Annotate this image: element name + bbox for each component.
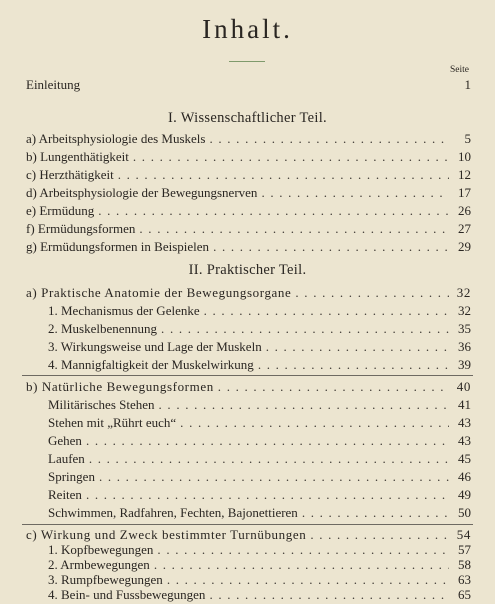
toc-entry-label: 3. Wirkungsweise und Lage der Muskeln (48, 339, 262, 354)
leader-dots (159, 396, 449, 414)
leader-dots (261, 184, 449, 202)
leader-dots (204, 302, 449, 320)
toc-entry (48, 468, 471, 486)
toc-entry-label: Einleitung (26, 77, 81, 92)
toc-entry (48, 338, 471, 356)
toc-entry-page: 46 (458, 469, 471, 484)
toc-entry-page: 40 (456, 379, 471, 394)
leader-dots (209, 586, 449, 604)
leader-dots (133, 148, 449, 166)
toc-entry (26, 166, 471, 184)
toc-entry-page: 63 (458, 572, 471, 587)
toc-entry (26, 148, 471, 166)
toc-entry-label: 1. Kopfbewegungen (48, 542, 154, 557)
toc-entry (26, 220, 471, 238)
toc-entry-label: d) Arbeitsphysiologie der Bewegungsnerven (26, 185, 258, 200)
toc-entry (48, 432, 471, 450)
leader-dots (295, 284, 449, 302)
leader-dots (213, 238, 449, 256)
leader-dots (258, 356, 449, 374)
part2-heading: II. Praktischer Teil. (188, 262, 307, 278)
toc-entry-label: Schwimmen, Radfahren, Fechten, Bajonettieren (48, 505, 298, 520)
leader-dots (139, 220, 449, 238)
toc-entry (48, 396, 471, 414)
toc-entry (26, 202, 471, 220)
toc-entry (48, 486, 471, 504)
toc-entry (48, 320, 471, 338)
page-column-label: Seite (450, 65, 469, 75)
toc-entry-label: 3. Rumpfbewegungen (48, 572, 163, 587)
section-divider (22, 524, 473, 525)
toc-entry-page: 36 (458, 339, 471, 354)
toc-entry-label: a) Praktische Anatomie der Bewegungsorgane (26, 285, 292, 300)
leader-dots (266, 338, 449, 356)
toc-entry-label: Stehen mit „Rührt euch“ (48, 415, 177, 430)
toc-entry-label: Springen (48, 469, 95, 484)
title-rule (229, 61, 265, 62)
toc-entry-label: Reiten (48, 487, 82, 502)
toc-entry-label: Militärisches Stehen (48, 397, 155, 412)
toc-entry-page: 50 (458, 505, 471, 520)
page-title: Inhalt. (202, 14, 293, 44)
toc-entry (48, 302, 471, 320)
part1-heading: I. Wissenschaftlicher Teil. (168, 110, 327, 126)
toc-entry-page: 27 (458, 221, 471, 236)
toc-entry-label: b) Lungenthätigkeit (26, 149, 129, 164)
toc-entry-label: c) Wirkung und Zweck bestimmter Turnübungen (26, 527, 307, 542)
toc-section-b (26, 378, 471, 396)
toc-entry-page: 45 (458, 451, 471, 466)
toc-entry-label: 2. Muskelbenennung (48, 321, 158, 336)
toc-entry-page: 57 (458, 542, 471, 557)
toc-entry-page: 49 (458, 487, 471, 502)
leader-dots (98, 202, 449, 220)
toc-entry-page: 39 (458, 357, 471, 372)
leader-dots (89, 450, 449, 468)
toc-entry-page: 43 (458, 415, 471, 430)
toc-entry-label: Gehen (48, 433, 82, 448)
toc-entry-label: e) Ermüdung (26, 203, 95, 218)
toc-entry-page: 41 (458, 397, 471, 412)
toc-entry (48, 450, 471, 468)
toc-entry-label: 1. Mechanismus der Gelenke (48, 303, 200, 318)
toc-entry-page: 58 (458, 557, 471, 572)
toc-entry-label: b) Natürliche Bewegungsformen (26, 379, 214, 394)
toc-entry-page: 12 (458, 167, 471, 182)
toc-entry-page: 1 (464, 77, 471, 92)
toc-entry (26, 130, 471, 148)
toc-entry-page: 26 (458, 203, 471, 218)
leader-dots (118, 166, 449, 184)
toc-entry-page: 29 (458, 239, 471, 254)
toc-entry-page: 5 (464, 131, 471, 146)
toc-entry-page: 65 (458, 587, 471, 602)
toc-entry (48, 356, 471, 374)
toc-entry (48, 586, 471, 604)
toc-entry-label: a) Arbeitsphysiologie des Muskels (26, 131, 206, 146)
leader-dots (161, 320, 449, 338)
section-divider (22, 375, 473, 376)
leader-dots (209, 130, 449, 148)
toc-entry-label: g) Ermüdungsformen in Beispielen (26, 239, 210, 254)
toc-entry-label: 4. Bein- und Fussbewegungen (48, 587, 206, 602)
toc-entry-label: c) Herzthätigkeit (26, 167, 114, 182)
toc-entry-page: 10 (458, 149, 471, 164)
toc-entry (26, 184, 471, 202)
leader-dots (180, 414, 449, 432)
leader-dots (86, 432, 449, 450)
toc-entry-page: 35 (458, 321, 471, 336)
toc-entry-einleitung (26, 76, 471, 94)
toc-entry-label: 4. Mannigfaltigkeit der Muskelwirkung (48, 357, 254, 372)
toc-entry (48, 414, 471, 432)
toc-entry-page: 17 (458, 185, 471, 200)
leader-dots (99, 468, 449, 486)
toc-entry-label: Laufen (48, 451, 85, 466)
toc-entry-page: 43 (458, 433, 471, 448)
toc-section-a (26, 284, 471, 302)
toc-entry (26, 238, 471, 256)
leader-dots (218, 378, 449, 396)
toc-entry-label: f) Ermüdungsformen (26, 221, 136, 236)
leader-dots (86, 486, 449, 504)
toc-entry (48, 504, 471, 522)
toc-entry-page: 32 (456, 285, 471, 300)
leader-dots (302, 504, 449, 522)
toc-entry-page: 54 (456, 527, 471, 542)
toc-entry-page: 32 (458, 303, 471, 318)
toc-entry-label: 2. Armbewegungen (48, 557, 150, 572)
